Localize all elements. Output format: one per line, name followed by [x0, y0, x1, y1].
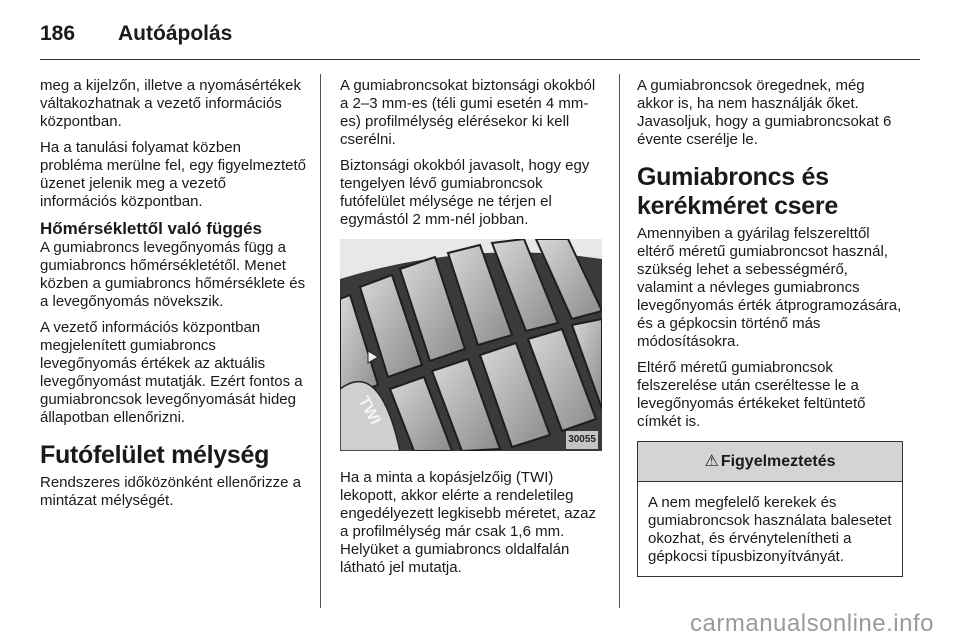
column-divider-2 [619, 74, 620, 608]
warning-triangle-icon: ⚠ [704, 452, 719, 470]
header-divider [40, 59, 920, 60]
column-divider-1 [320, 74, 321, 608]
column-3 [637, 77, 903, 577]
warning-header [638, 442, 902, 482]
paragraph: Amennyiben a gyárilag felszerelttől eltérő méretű gumiabroncsot használ, szükség lehet a sebességmérő, valamint a névleges gumiabroncs levegőnyomás érték átprogramozására, és a gépkocsin történő más módosításokra. [637, 225, 902, 350]
section-heading-tire-change: Gumiabroncs és kerékméret csere [637, 163, 838, 220]
paragraph: A gumiabroncs levegőnyomás függ a gumiabroncs hőmérsékletétől. Menet közben a gumiabroncs hőmérséklete és a levegőnyomás növekszik. [40, 239, 306, 310]
subheading-temperature: Hőmérséklettől való függés [40, 219, 263, 238]
page-title: Autóápolás [118, 22, 233, 45]
warning-title: Figyelmeztetés [720, 452, 836, 470]
paragraph: A gumiabroncsok öregednek, még akkor is, ha nem használják őket. Javasoljuk, hogy a gumiabroncsokat 6 évente cserélje le. [637, 77, 892, 148]
section-heading-tread-depth: Futófelület mélység [40, 441, 270, 469]
paragraph: Ha a tanulási folyamat közben probléma merülne fel, egy figyelmeztető üzenet jelenik meg a vezető információs központban. [40, 139, 306, 210]
paragraph: Ha a minta a kopásjelzőig (TWI) lekopott, akkor elérte a rendeletileg engedélyezett legkisebb méretet, azaz a profilmélység már csak 1,6 mm. Helyüket a gumiabroncs oldalfalán látható jel mutatja. [340, 469, 596, 576]
figure-code: 30055 [566, 431, 598, 449]
tire-tread-figure [340, 239, 602, 451]
warning-body: A nem megfelelő kerekek és gumiabroncsok használata balesetet okozhat, és érvénytelenítheti a gépkocsi típusbizonyítványát. [648, 494, 892, 565]
paragraph: Biztonsági okokból javasolt, hogy egy tengelyen lévő gumiabroncsok futófelület mélysége ne térjen el egymástól 2 mm-nél jobban. [340, 157, 590, 228]
page-number: 186 [40, 22, 76, 45]
paragraph: Rendszeres időközönként ellenőrizze a mintázat mélységét. [40, 474, 301, 509]
warning-box [637, 441, 903, 577]
twi-marker-label: TWI [354, 393, 384, 428]
paragraph: A vezető információs központban megjelenített gumiabroncs levegőnyomás értékek az aktuális levegőnyomást mutatják. Ezért fontos a gumiabroncsok levegőnyomását hideg állapotban ellenőrizni. [40, 319, 303, 426]
paragraph: A gumiabroncsokat biztonsági okokból a 2–3 mm-es (téli gumi esetén 4 mm-es) profilmélység elérésekor ki kell cserélni. [340, 77, 596, 148]
column-2 [340, 77, 605, 585]
page-header [40, 14, 232, 54]
paragraph: Eltérő méretű gumiabroncsok felszerelése után cseréltesse le a levegőnyomás értékeket feltüntető címkét is. [637, 359, 866, 430]
paragraph: meg a kijelzőn, illetve a nyomásértékek váltakozhatnak a vezető információs központban. [40, 77, 301, 130]
watermark: carmanualsonline.info [690, 610, 934, 637]
tire-tread-illustration [340, 239, 602, 451]
column-1 [40, 77, 306, 518]
